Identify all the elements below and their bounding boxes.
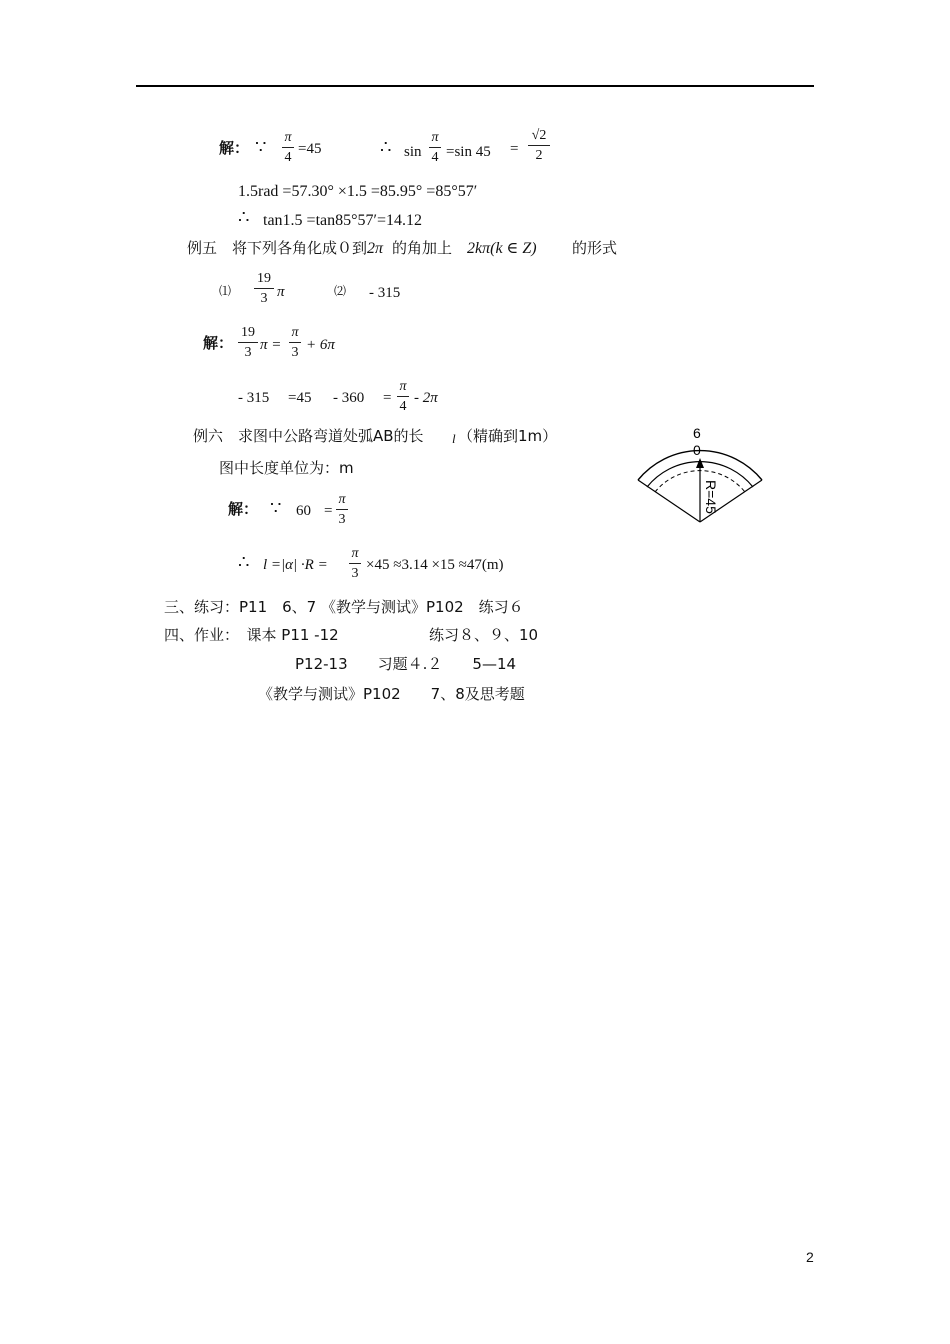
fraction-sqrt2-over-2	[528, 127, 550, 164]
solution-label: 解：	[203, 334, 234, 352]
radian-conversion: 1.5rad =57.30° ×1.5 =85.95° =85°57′	[238, 183, 478, 200]
fraction-bar	[254, 288, 274, 289]
numerator: π	[399, 379, 407, 394]
homework-line2: P12-13 习题４.２ 5—14	[295, 655, 517, 673]
numerator: π	[291, 325, 299, 340]
fraction-bar	[349, 563, 361, 564]
example5-mid: 的角加上	[392, 239, 453, 257]
sol1-mid: π =	[260, 337, 282, 353]
solution-label: 解：	[228, 500, 259, 518]
numerator: π	[284, 130, 292, 145]
sol2-tail: - 2π	[414, 390, 438, 406]
denominator: 3	[260, 291, 268, 306]
equals-sign: =	[510, 141, 519, 157]
fraction-19-over-3	[254, 270, 274, 307]
denominator: 3	[291, 345, 299, 360]
fraction-bar	[397, 396, 409, 397]
sol1-tail: + 6π	[306, 337, 335, 353]
numerator: π	[431, 130, 439, 145]
item2-value: - 315	[369, 285, 401, 301]
fraction-pi-over-3	[289, 324, 301, 361]
general-form: 2kπ(k ∈ Z)	[467, 240, 537, 257]
numerator: 19	[241, 325, 255, 340]
tan-result: tan1.5 =tan85°57′=14.12	[263, 212, 423, 229]
denominator: 3	[244, 345, 252, 360]
radius-label: R=45	[703, 480, 719, 514]
fraction-bar	[528, 145, 550, 146]
item2-label: ⑵	[334, 284, 347, 298]
numerator: 19	[257, 271, 271, 286]
fraction-pi-over-3-c	[349, 545, 361, 582]
fraction-pi-over-4-sol	[397, 378, 409, 415]
example5-tail: 的形式	[572, 239, 618, 257]
arc-length-lhs: l =|α| ·R =	[263, 557, 328, 573]
homework-line1-right: 练习８、９、10	[429, 626, 539, 644]
fraction-pi-over-4-b	[429, 129, 441, 166]
unit-note: 图中长度单位为：m	[219, 459, 354, 477]
fraction-bar	[289, 342, 301, 343]
denominator: 3	[351, 566, 359, 581]
fraction-bar	[238, 342, 258, 343]
fraction-19-over-3-sol	[238, 324, 258, 361]
header-rule	[136, 85, 814, 87]
numerator: π	[338, 492, 346, 507]
two-pi: 2π	[367, 240, 384, 257]
because-symbol: ∵	[255, 137, 267, 157]
fraction-pi-over-3-b	[336, 491, 348, 528]
denominator: 4	[431, 150, 439, 165]
example6-heading-tail: （精确到1m）	[458, 427, 558, 445]
fraction-bar	[336, 509, 348, 510]
therefore-symbol: ∴	[238, 207, 250, 227]
fraction-pi-over-4	[282, 129, 294, 166]
fraction-bar	[429, 147, 441, 148]
solution-label: 解：	[219, 139, 250, 157]
denominator: 3	[338, 512, 346, 527]
therefore-symbol: ∴	[238, 552, 250, 572]
road-bend-figure	[630, 420, 770, 530]
practice-line: 三、练习：P11 6、7 《教学与测试》P102 练习６	[164, 598, 524, 616]
homework-line3: 《教学与测试》P102 7、8及思考题	[258, 685, 525, 703]
left-radius	[638, 480, 700, 522]
denominator: 4	[284, 150, 292, 165]
because-symbol: ∵	[270, 498, 282, 518]
angle-label-bottom: 0	[693, 442, 701, 458]
sin-text: sin	[404, 144, 422, 160]
denominator: 4	[399, 399, 407, 414]
denominator: 2	[535, 148, 543, 163]
sol2-mid2: - 360	[333, 390, 365, 406]
sol2-lhs: - 315	[238, 390, 270, 406]
angle-label-top: 6	[693, 425, 701, 441]
example5-heading: 例五 将下列各角化成０到	[187, 239, 368, 257]
equals-45: =45	[298, 141, 322, 157]
example6-heading: 例六 求图中公路弯道处弧AB的长	[193, 427, 424, 445]
therefore-symbol: ∴	[380, 137, 392, 157]
arrow-head	[696, 458, 704, 468]
sol2-eq: =	[383, 390, 392, 406]
sol2-mid: =45	[288, 390, 312, 406]
pi-symbol: π	[277, 284, 285, 300]
numerator: √2	[531, 128, 547, 143]
item1-label: ⑴	[219, 284, 232, 298]
homework-line1-left: 四、作业： 课本 P11 -12	[164, 626, 339, 644]
numerator: π	[351, 546, 359, 561]
equals-sin45: =sin 45	[446, 144, 491, 160]
sol-60: 60	[296, 503, 311, 519]
sol-eq: =	[324, 503, 333, 519]
l-symbol: l	[452, 431, 456, 446]
page-number: 2	[806, 1249, 814, 1265]
fraction-bar	[282, 147, 294, 148]
arc-length-rhs: ×45 ≈3.14 ×15 ≈47(m)	[366, 557, 504, 573]
